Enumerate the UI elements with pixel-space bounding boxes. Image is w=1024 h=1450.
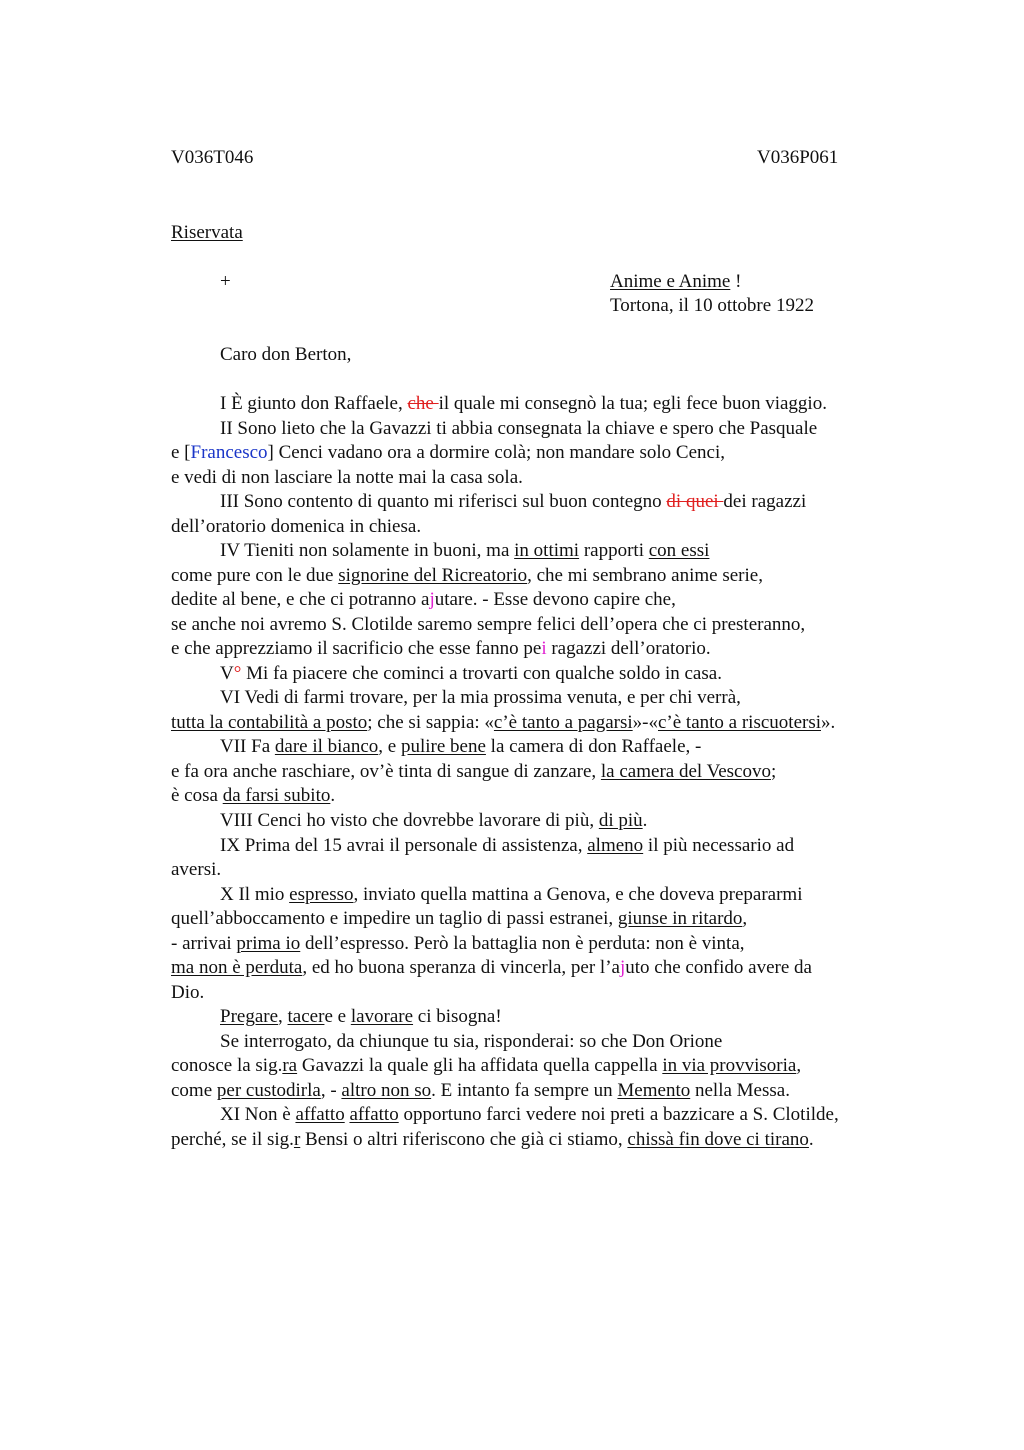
text-segment: il quale mi consegnò la tua; egli fece buon viaggio.	[438, 393, 827, 414]
text-segment: quell’abboccamento e impedire un taglio di passi estranei,	[171, 908, 618, 930]
underlined-text: ma non è perduta	[171, 957, 303, 979]
letter-line	[171, 442, 725, 464]
text-segment: VIII Cenci ho visto che dovrebbe lavorare di più,	[220, 810, 599, 831]
editorial-letter: i	[541, 638, 547, 660]
underlined-text: da farsi subito	[222, 785, 331, 807]
text-segment: perché, se il sig.	[171, 1128, 294, 1150]
letter-line	[171, 1055, 801, 1077]
text-segment: conosce la sig.	[171, 1055, 283, 1077]
underlined-text: altro non so	[341, 1079, 432, 1101]
text-segment: X Il mio	[220, 883, 290, 905]
letter-line	[220, 736, 701, 758]
text-segment: V	[220, 662, 234, 684]
underlined-text: in ottimi	[514, 540, 580, 562]
letter-line	[171, 908, 747, 930]
text-segment: , -	[320, 1079, 342, 1101]
motto-text: Anime e Anime	[610, 271, 731, 292]
underlined-text: lavorare	[350, 1006, 414, 1028]
text-segment: dell’oratorio domenica in chiesa.	[171, 515, 422, 537]
text-segment: Bensi o altri riferiscono che già ci stiamo,	[300, 1128, 628, 1150]
text-segment: e che apprezziamo il sacrificio che esse fanno pe	[171, 638, 542, 660]
letter-line	[171, 614, 805, 636]
underlined-text: pulire bene	[400, 736, 486, 758]
letter-line	[220, 1006, 502, 1028]
letter-line	[171, 761, 776, 783]
text-segment: II Sono lieto che la Gavazzi ti abbia consegnata la chiave e spero che Pasquale	[220, 417, 818, 439]
editorial-letter: j	[429, 589, 435, 611]
text-segment: Se interrogato, da chiunque tu sia, risponderai: so che Don Orione	[220, 1030, 723, 1052]
letter-line	[171, 516, 421, 538]
editorial-insertion: Francesco	[190, 442, 268, 464]
underlined-text: affatto	[349, 1104, 399, 1126]
letter-line	[171, 982, 204, 1004]
text-segment: come	[171, 1079, 217, 1101]
underlined-text: per custodirla	[216, 1079, 321, 1101]
text-segment: III Sono contento di quanto mi riferisci sul buon contegno	[220, 491, 667, 513]
underlined-text: espresso	[289, 883, 354, 905]
text-segment: dei ragazzi	[723, 491, 807, 513]
text-segment: opportuno farci vedere noi preti a bazzicare a S. Clotilde,	[398, 1104, 839, 1126]
letter-line	[220, 418, 817, 440]
letter-line	[220, 687, 741, 709]
text-segment: ,	[742, 908, 748, 930]
text-segment: il più necessario ad	[643, 834, 795, 856]
text-segment: ;	[770, 760, 777, 782]
letter-line	[171, 565, 763, 587]
text-segment: XI Non è	[220, 1104, 296, 1126]
text-segment: , inviato quella mattina a Genova, e che doveva prepararmi	[353, 883, 803, 905]
text-segment: uto che confido avere da	[625, 957, 812, 979]
letter-line	[171, 638, 711, 660]
text-segment: .	[642, 810, 648, 831]
underlined-text: dare il bianco	[274, 736, 379, 758]
cross-mark: +	[220, 271, 231, 292]
motto-mark: !	[730, 271, 742, 292]
text-segment: ,	[796, 1055, 802, 1077]
text-segment: VI Vedi di farmi trovare, per la mia prossima venuta, e per chi verrà,	[220, 687, 741, 709]
underlined-text: almeno	[587, 834, 644, 856]
underlined-text: tacer	[287, 1006, 325, 1028]
text-segment: Mi fa piacere che cominci a trovarti con qualche soldo in casa.	[241, 662, 722, 684]
text-segment: .	[330, 785, 336, 807]
text-segment: IV Tieniti non solamente in buoni, ma	[220, 540, 515, 562]
underlined-text: ra	[282, 1055, 298, 1077]
letter-line	[220, 393, 827, 415]
text-segment: ragazzi dell’oratorio.	[546, 638, 711, 660]
motto	[610, 271, 741, 293]
text-segment: come pure con le due	[171, 564, 339, 586]
text-segment: ci bisogna!	[413, 1006, 502, 1028]
underlined-text: di più	[598, 810, 643, 831]
letter-line	[220, 835, 794, 857]
underlined-text: affatto	[295, 1104, 345, 1126]
letter-line	[220, 1104, 839, 1126]
text-segment: . E intanto fa sempre un	[431, 1079, 618, 1101]
letter-line	[171, 1129, 814, 1151]
underlined-text: signorine del Ricreatorio	[338, 564, 528, 586]
text-segment: e [	[171, 442, 191, 464]
text-segment: utare. - Esse devono capire che,	[434, 589, 676, 611]
letter-line	[220, 884, 802, 906]
underlined-text: r	[293, 1128, 301, 1150]
text-segment: ; che si sappia: «	[367, 711, 494, 733]
text-segment: dedite al bene, e che ci potranno a	[171, 589, 430, 611]
letter-line	[220, 810, 647, 832]
text-segment: se anche noi avremo S. Clotilde saremo sempre felici dell’opera che ci presteranno,	[171, 613, 806, 635]
underlined-text: giunse in ritardo	[617, 908, 743, 930]
underlined-text: con essi	[648, 540, 710, 562]
text-segment: ,	[278, 1006, 288, 1028]
letter-line	[220, 1031, 722, 1053]
salutation: Caro don Berton,	[220, 344, 352, 365]
letter-line	[171, 785, 335, 807]
archive-code-right: V036P061	[757, 147, 839, 168]
text-segment: è cosa	[171, 785, 223, 807]
dateline: Tortona, il 10 ottobre 1922	[610, 295, 814, 316]
text-segment: e e	[324, 1006, 351, 1028]
text-segment: ».	[821, 711, 836, 733]
text-segment: IX Prima del 15 avrai il personale di assistenza,	[220, 834, 588, 856]
text-segment: I È giunto don Raffaele,	[220, 393, 408, 414]
deleted-text: di quei	[666, 491, 724, 513]
underlined-text: in via provvisoria	[662, 1055, 797, 1077]
text-segment: e vedi di non lasciare la notte mai la casa sola.	[171, 466, 523, 488]
underlined-text: la camera del Vescovo	[600, 760, 771, 782]
letter-line	[220, 491, 806, 513]
letter-line	[171, 467, 523, 489]
text-segment: ] Cenci vadano ora a dormire colà; non mandare solo Cenci,	[267, 442, 725, 464]
degree-mark: °	[233, 662, 242, 684]
text-segment: e fa ora anche raschiare, ov’è tinta di sangue di zanzare,	[171, 760, 601, 782]
underlined-text: prima io	[236, 932, 301, 954]
underlined-text: tutta la contabilità a posto	[171, 711, 368, 733]
underlined-text: Memento	[617, 1079, 691, 1101]
text-segment: Gavazzi la quale gli ha affidata quella cappella	[297, 1055, 663, 1077]
underlined-text: c’è tanto a riscuotersi	[657, 711, 821, 733]
text-segment: , ed ho buona speranza di vincerla, per l’a	[302, 957, 620, 979]
text-segment: , che mi sembrano anime serie,	[527, 564, 763, 586]
letter-line	[171, 712, 835, 734]
text-segment: VII Fa	[220, 736, 275, 758]
deleted-text: che	[407, 393, 439, 414]
underlined-text: c’è tanto a pagarsi	[493, 711, 633, 733]
letter-line	[171, 859, 221, 881]
letter-line	[171, 957, 812, 979]
editorial-letter: j	[619, 957, 626, 979]
text-segment: nella Messa.	[690, 1079, 790, 1101]
letter-line	[220, 540, 709, 562]
underlined-text: chissà fin dove ci tirano	[627, 1128, 809, 1150]
archive-code-left: V036T046	[171, 147, 254, 168]
text-segment: la camera di don Raffaele, -	[485, 736, 702, 758]
text-segment: dell’espresso. Però la battaglia non è perduta: non è vinta,	[300, 932, 745, 954]
text-segment: aversi.	[171, 859, 222, 881]
text-segment: Dio.	[171, 981, 205, 1003]
text-segment: , e	[378, 736, 401, 758]
letter-line	[220, 663, 722, 685]
text-segment: - arrivai	[171, 932, 237, 954]
underlined-text: Pregare	[220, 1006, 279, 1028]
letter-line	[171, 933, 745, 955]
confidential-label: Riservata	[171, 222, 243, 243]
letter-line	[171, 589, 676, 611]
text-segment: rapporti	[579, 540, 649, 562]
text-segment: »-«	[632, 711, 658, 733]
text-segment: .	[808, 1128, 814, 1150]
letter-line	[171, 1080, 790, 1102]
